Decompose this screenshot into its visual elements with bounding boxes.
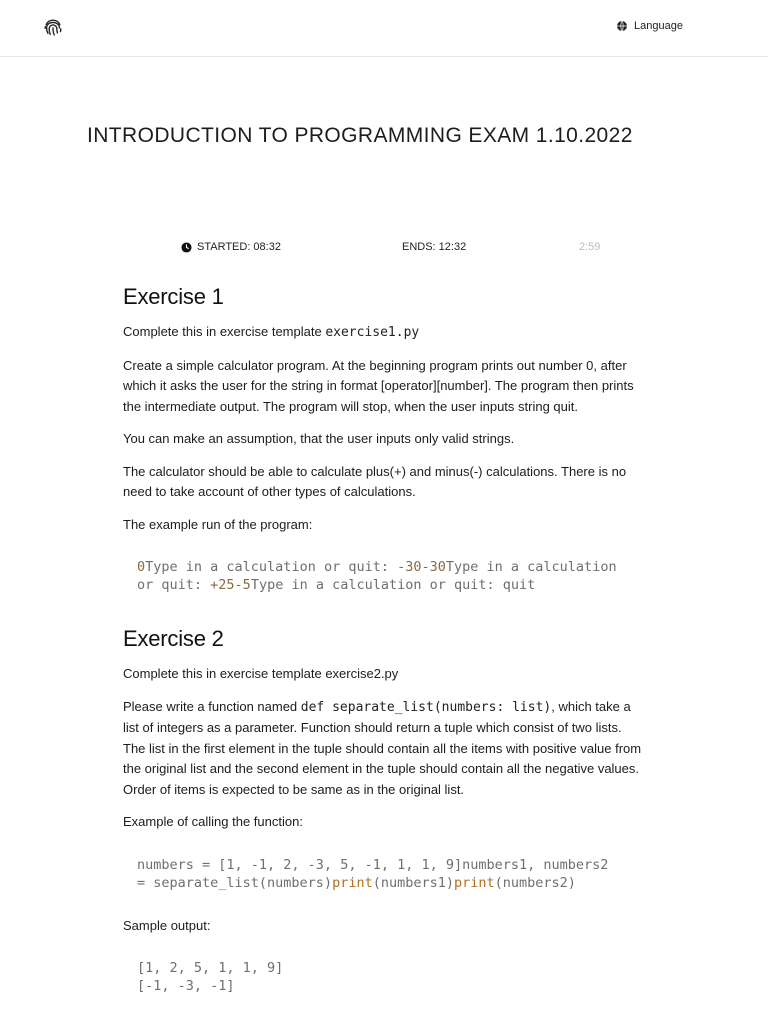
- exam-status-bar: [0, 241, 768, 257]
- clock-icon: [181, 242, 192, 253]
- globe-icon: [616, 20, 628, 32]
- exercise-1-description: Create a simple calculator program. At the beginning program prints out number 0, after which it asks the user for the string in format [operator][number]. The program then prints the intermediate output. The program will stop, when the user inputs string quit.: [123, 357, 634, 414]
- exercise-2-heading: Exercise 2: [123, 626, 224, 651]
- code-token: numbers = [1, -1, 2, -3, 5, -1, 1, 1, 9]numbers1, numbers2: [137, 856, 609, 873]
- description-text: , which take a list of integers as a parameter. Function should return a tuple which consist of two lists. The list in the first element in the tuple should contain all the items with positive value from the original list and the second element in the tuple should contain all the negative values. Order of items is expected to be same as in the original list.: [123, 698, 642, 797]
- top-header: [0, 0, 768, 57]
- exercise-2-template: Complete this in exercise template exercise2.py: [123, 666, 399, 681]
- code-token: (numbers2): [494, 874, 576, 891]
- exercise-2-output-label: Sample output:: [123, 917, 211, 933]
- language-label: Language: [634, 20, 683, 32]
- function-signature: def separate_list(numbers: list): [300, 699, 552, 715]
- exercise-1-assumption: You can make an assumption, that the user inputs only valid strings.: [123, 431, 515, 446]
- exercise-2: [123, 624, 643, 995]
- exercise-2-description: [123, 697, 643, 801]
- code-token: 0: [137, 559, 146, 575]
- code-token: print: [332, 874, 373, 891]
- code-token: -30: [421, 559, 446, 575]
- exercise-2-code-block: [123, 856, 643, 892]
- time-remaining: 2:59: [579, 241, 601, 253]
- started-label: STARTED: 08:32: [197, 241, 281, 253]
- template-text: Complete this in exercise template: [123, 324, 326, 339]
- code-token: print: [454, 874, 495, 891]
- code-token: Type in a calculation or quit:: [145, 559, 398, 575]
- output-line: [1, 2, 5, 1, 1, 9]: [137, 960, 284, 976]
- exercise-1-code-block: [123, 558, 643, 594]
- code-token: = separate_list(numbers): [137, 874, 333, 891]
- code-token: (numbers1): [372, 874, 454, 891]
- language-selector[interactable]: [616, 20, 683, 32]
- started-time: [181, 241, 281, 253]
- code-token: -30: [397, 559, 422, 575]
- output-line: [-1, -3, -1]: [137, 978, 235, 994]
- exam-content: [123, 282, 643, 995]
- code-token: Type in a calculation: [445, 559, 617, 575]
- code-token: -5: [234, 577, 251, 593]
- description-text: Please write a function named: [123, 698, 301, 714]
- exercise-2-example-label: Example of calling the function:: [123, 814, 303, 829]
- template-filename: exercise1.py: [325, 325, 420, 340]
- fingerprint-icon[interactable]: [42, 16, 64, 38]
- exercise-2-output-block: [123, 959, 643, 995]
- exercise-1-operations: The calculator should be able to calculate plus(+) and minus(-) calculations. There is no need to take account of other types of calculations.: [123, 463, 627, 499]
- code-token: or quit:: [137, 577, 211, 593]
- code-token: +25: [210, 577, 235, 593]
- page-title: INTRODUCTION TO PROGRAMMING EXAM 1.10.2022: [87, 124, 633, 147]
- exercise-1-template: [123, 322, 643, 344]
- exercise-1: [123, 282, 643, 594]
- code-token: Type in a calculation or quit: quit: [250, 577, 536, 593]
- exercise-1-heading: Exercise 1: [123, 284, 224, 309]
- ends-time: ENDS: 12:32: [402, 241, 467, 253]
- exercise-1-example-label: The example run of the program:: [123, 516, 313, 532]
